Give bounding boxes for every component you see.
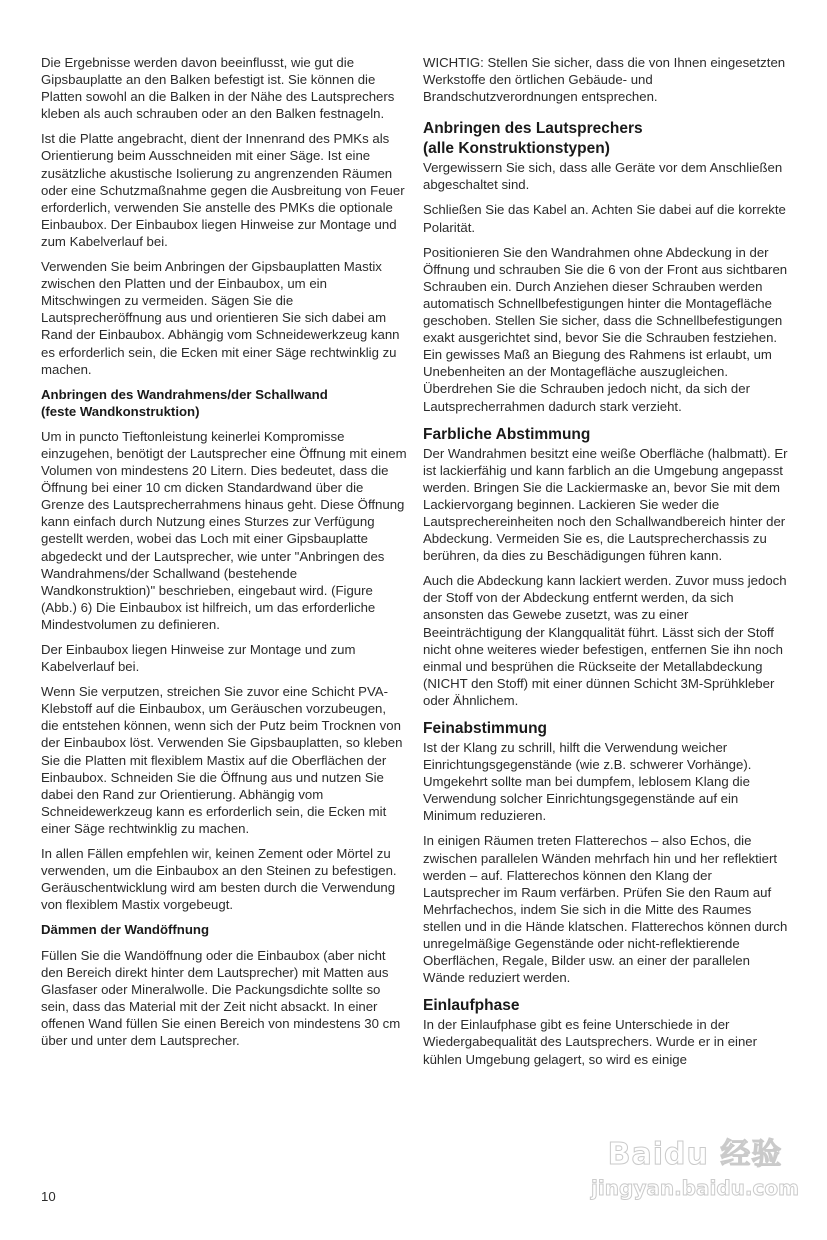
paragraph-kein-zement: In allen Fällen empfehlen wir, keinen Zement oder Mörtel zu verwenden, um die Einbaubox an den Steinen zu befestigen. Geräuschentwicklung wird am besten durch die Verwendung von flexiblem Mastix vorgebeugt. xyxy=(41,846,397,913)
heading-einlaufphase: Einlaufphase xyxy=(423,997,520,1015)
paragraph-klang-schrill: Ist der Klang zu schrill, hilft die Verwendung weicher Einrichtungsgegenstände (wie z.B. schwerer Vorhänge). Umgekehrt sollte man bei dumpfem, leblosem Klang die Verwendung solcher Einrichtungsgegenstände auf ein Minimum reduzieren. xyxy=(423,740,752,824)
paragraph-wichtig: WICHTIG: Stellen Sie sicher, dass die von Ihnen eingesetzten Werkstoffe den örtlichen Gebäude- und Brandschutzverordnungen entsprechen. xyxy=(423,55,786,105)
watermark-url: jingyan.baidu.com xyxy=(591,1176,799,1200)
paragraph-mastix-einbaubox: Verwenden Sie beim Anbringen der Gipsbauplatten Mastix zwischen den Platten und der Einbaubox, um ein Mitschwingen zu vermeiden. Sägen Sie die Lautsprecheröffnung aus und orientieren Sie sich dabei am Rand der Einbaubox. Abhängig vom Schneidewerkzeug kann es erforderlich sein, die Ecken mit einer Säge rechtwinklig zu machen. xyxy=(41,259,400,377)
watermark-logo: Baidu 经验 xyxy=(607,1137,783,1172)
paragraph-geraete-abschalten: Vergewissern Sie sich, dass alle Geräte vor dem Anschließen abgeschaltet sind. xyxy=(423,160,783,193)
paragraph-kabel-polaritaet: Schließen Sie das Kabel an. Achten Sie dabei auf die korrekte Polarität. xyxy=(423,202,786,235)
heading-lautsprecher-line1: Anbringen des Lautsprechers xyxy=(423,120,643,138)
heading-daemmen-wandoeffnung: Dämmen der Wandöffnung xyxy=(41,922,210,938)
watermark xyxy=(585,1137,805,1200)
paragraph-verputzen: Wenn Sie verputzen, streichen Sie zuvor eine Schicht PVA-Klebstoff auf die Einbaubox, um Geräuschen vorzubeugen, die entstehen können, wenn sich der Putz beim Trocknen von der Einbaubox löst. Verwenden Sie Gipsbauplatten, so kleben Sie die Platten mit flexiblem Mastix auf die Oberflächen der Einbaubox. Schneiden Sie die Öffnung aus und nutzen Sie dabei den Rand zur Orientierung. Abhängig vom Schneidewerkzeug kann es erforderlich sein, die Ecken mit einer Säge rechtwinklig zu machen. xyxy=(41,684,403,836)
right-column xyxy=(423,54,789,1076)
heading-farbliche-abstimmung: Farbliche Abstimmung xyxy=(423,425,591,443)
paragraph-daemmung: Füllen Sie die Wandöffnung oder die Einbaubox (aber nicht den Bereich direkt hinter dem Lautsprecher) mit Matten aus Glasfaser oder Mineralwolle. Die Packungsdichte sollte so sein, dass das Material mit der Zeit nicht absackt. In einer offenen Wand füllen Sie einen Bereich von mindestens 30 cm über und unter dem Lautsprecher. xyxy=(41,947,401,1048)
heading-wandrahmen-line1: Anbringen des Wandrahmens/der Schallwand xyxy=(41,386,328,402)
paragraph-einlaufphase: In der Einlaufphase gibt es feine Unterschiede in der Wiedergabequalität des Lautsprechers. Wurde er in einer kühlen Umgebung gelagert, so wird es einige xyxy=(423,1017,758,1067)
paragraph-pmk-orientierung: Ist die Platte angebracht, dient der Innenrand des PMKs als Orientierung beim Ausschneiden mit einer Säge. Ist eine zusätzliche akustische Isolierung zu angrenzenden Räumen oder eine Schutzmaßnahme gegen die Ausbreitung von Feuer erforderlich, verwenden Sie anstelle des PMKs die optionale Einbaubox. Der Einbaubox liegen Hinweise zur Montage und zum Kabelverlauf bei. xyxy=(41,131,405,249)
page-number: 10 xyxy=(41,1189,56,1204)
paragraph-einbaubox-hinweise: Der Einbaubox liegen Hinweise zur Montage und zum Kabelverlauf bei. xyxy=(41,642,356,675)
heading-wandrahmen-line2: (feste Wandkonstruktion) xyxy=(41,403,200,419)
paragraph-abdeckung-lackieren: Auch die Abdeckung kann lackiert werden. Zuvor muss jedoch der Stoff von der Abdeckung entfernt werden, da sich ansonsten das Gewebe zusetzt, was zu einer Beeinträchtigung der Klangqualität führt. Lässt sich der Stoff nicht ohne weiteres wieder befestigen, entfernen Sie ihn noch einmal und besprühen die Rückseite der Metallabdeckung (NICHT den Stoff) mit einer dünnen Schicht 3M-Sprühkleber oder Ähnlichem. xyxy=(423,573,787,708)
left-column xyxy=(41,54,407,1057)
paragraph-wandrahmen-positionieren: Positionieren Sie den Wandrahmen ohne Abdeckung in der Öffnung und schrauben Sie die 6 von der Front aus sichtbaren Schrauben ein. Durch Anziehen dieser Schrauben werden automatisch Schnellbefestigungen hinter die Montagefläche geschoben. Stellen Sie sicher, dass die Schnellbefestigungen exakt ausgerichtet sind, bevor Sie die Schrauben festziehen. Ein gewisses Maß an Biegung des Rahmens ist erlaubt, um Unebenheiten an der Montagefläche auszugleichen. Überdrehen Sie die Schrauben jedoch nicht, da sich der Lautsprecherrahmen dadurch stark verzieht. xyxy=(423,244,788,414)
paragraph-gipsbauplatte-befestigung: Die Ergebnisse werden davon beeinflusst, wie gut die Gipsbauplatte an den Balken befestigt ist. Sie können die Platten sowohl an die Balken in der Nähe des Lautsprechers kleben als auch schrauben oder an den Balken festnageln. xyxy=(41,55,395,122)
heading-feinabstimmung: Feinabstimmung xyxy=(423,720,548,737)
heading-wandrahmen-feste-wand xyxy=(41,386,407,420)
paragraph-tieftonleistung: Um in puncto Tieftonleistung keinerlei Kompromisse einzugehen, benötigt der Lautsprecher eine Öffnung mit einem Volumen von mindestens 20 Litern. Dies bedeutet, dass die Öffnung bei einer 10 cm dicken Standardwand über die Grenze des Lautsprecherrahmens hinaus geht. Diese Öffnung kann einfach durch Nutzung eines Sturzes zur Verfügung gestellt werden, wobei das Loch mit einer Gipsbauplatte abgedeckt und der Lautsprecher, wie unter "Anbringen des Wandrahmens/der Schallwand (bestehende Wandkonstruktion)" beschrieben, eingebaut wird. (Figure (Abb.) 6) Die Einbaubox ist hilfreich, um das erforderliche Mindestvolumen zu definieren. xyxy=(41,428,407,632)
heading-anbringen-lautsprecher xyxy=(423,119,789,159)
paragraph-lackieren: Der Wandrahmen besitzt eine weiße Oberfläche (halbmatt). Er ist lackierfähig und kann farblich an die Umgebung angepasst werden. Bringen Sie die Lackiermaske an, bevor Sie mit dem Lackiervorgang beginnen. Lackieren Sie weder die Lautsprechereinheiten noch den Schallwandbereich hinter der Abdeckung. Vermeiden Sie es, die Lautsprecherchassis zu berühren, da dies zu Beschädigungen führen kann. xyxy=(423,445,788,564)
paragraph-flatterechos: In einigen Räumen treten Flatterechos – also Echos, die zwischen parallelen Wänden mehrfach hin und her reflektiert werden – auf. Flatterechos können den Klang der Lautsprecher im Raum verfärben. Prüfen Sie den Raum auf Mehrfachechos, indem Sie sich in die Mitte des Raumes stellen und in die Hände klatschen. Flatterechos können durch unregelmäßige Gegenstände oder nicht-reflektierende Oberflächen, Regale, Bilder usw. an einer der parallelen Wände reduziert werden. xyxy=(423,833,788,986)
heading-lautsprecher-line2: (alle Konstruktionstypen) xyxy=(423,140,610,158)
